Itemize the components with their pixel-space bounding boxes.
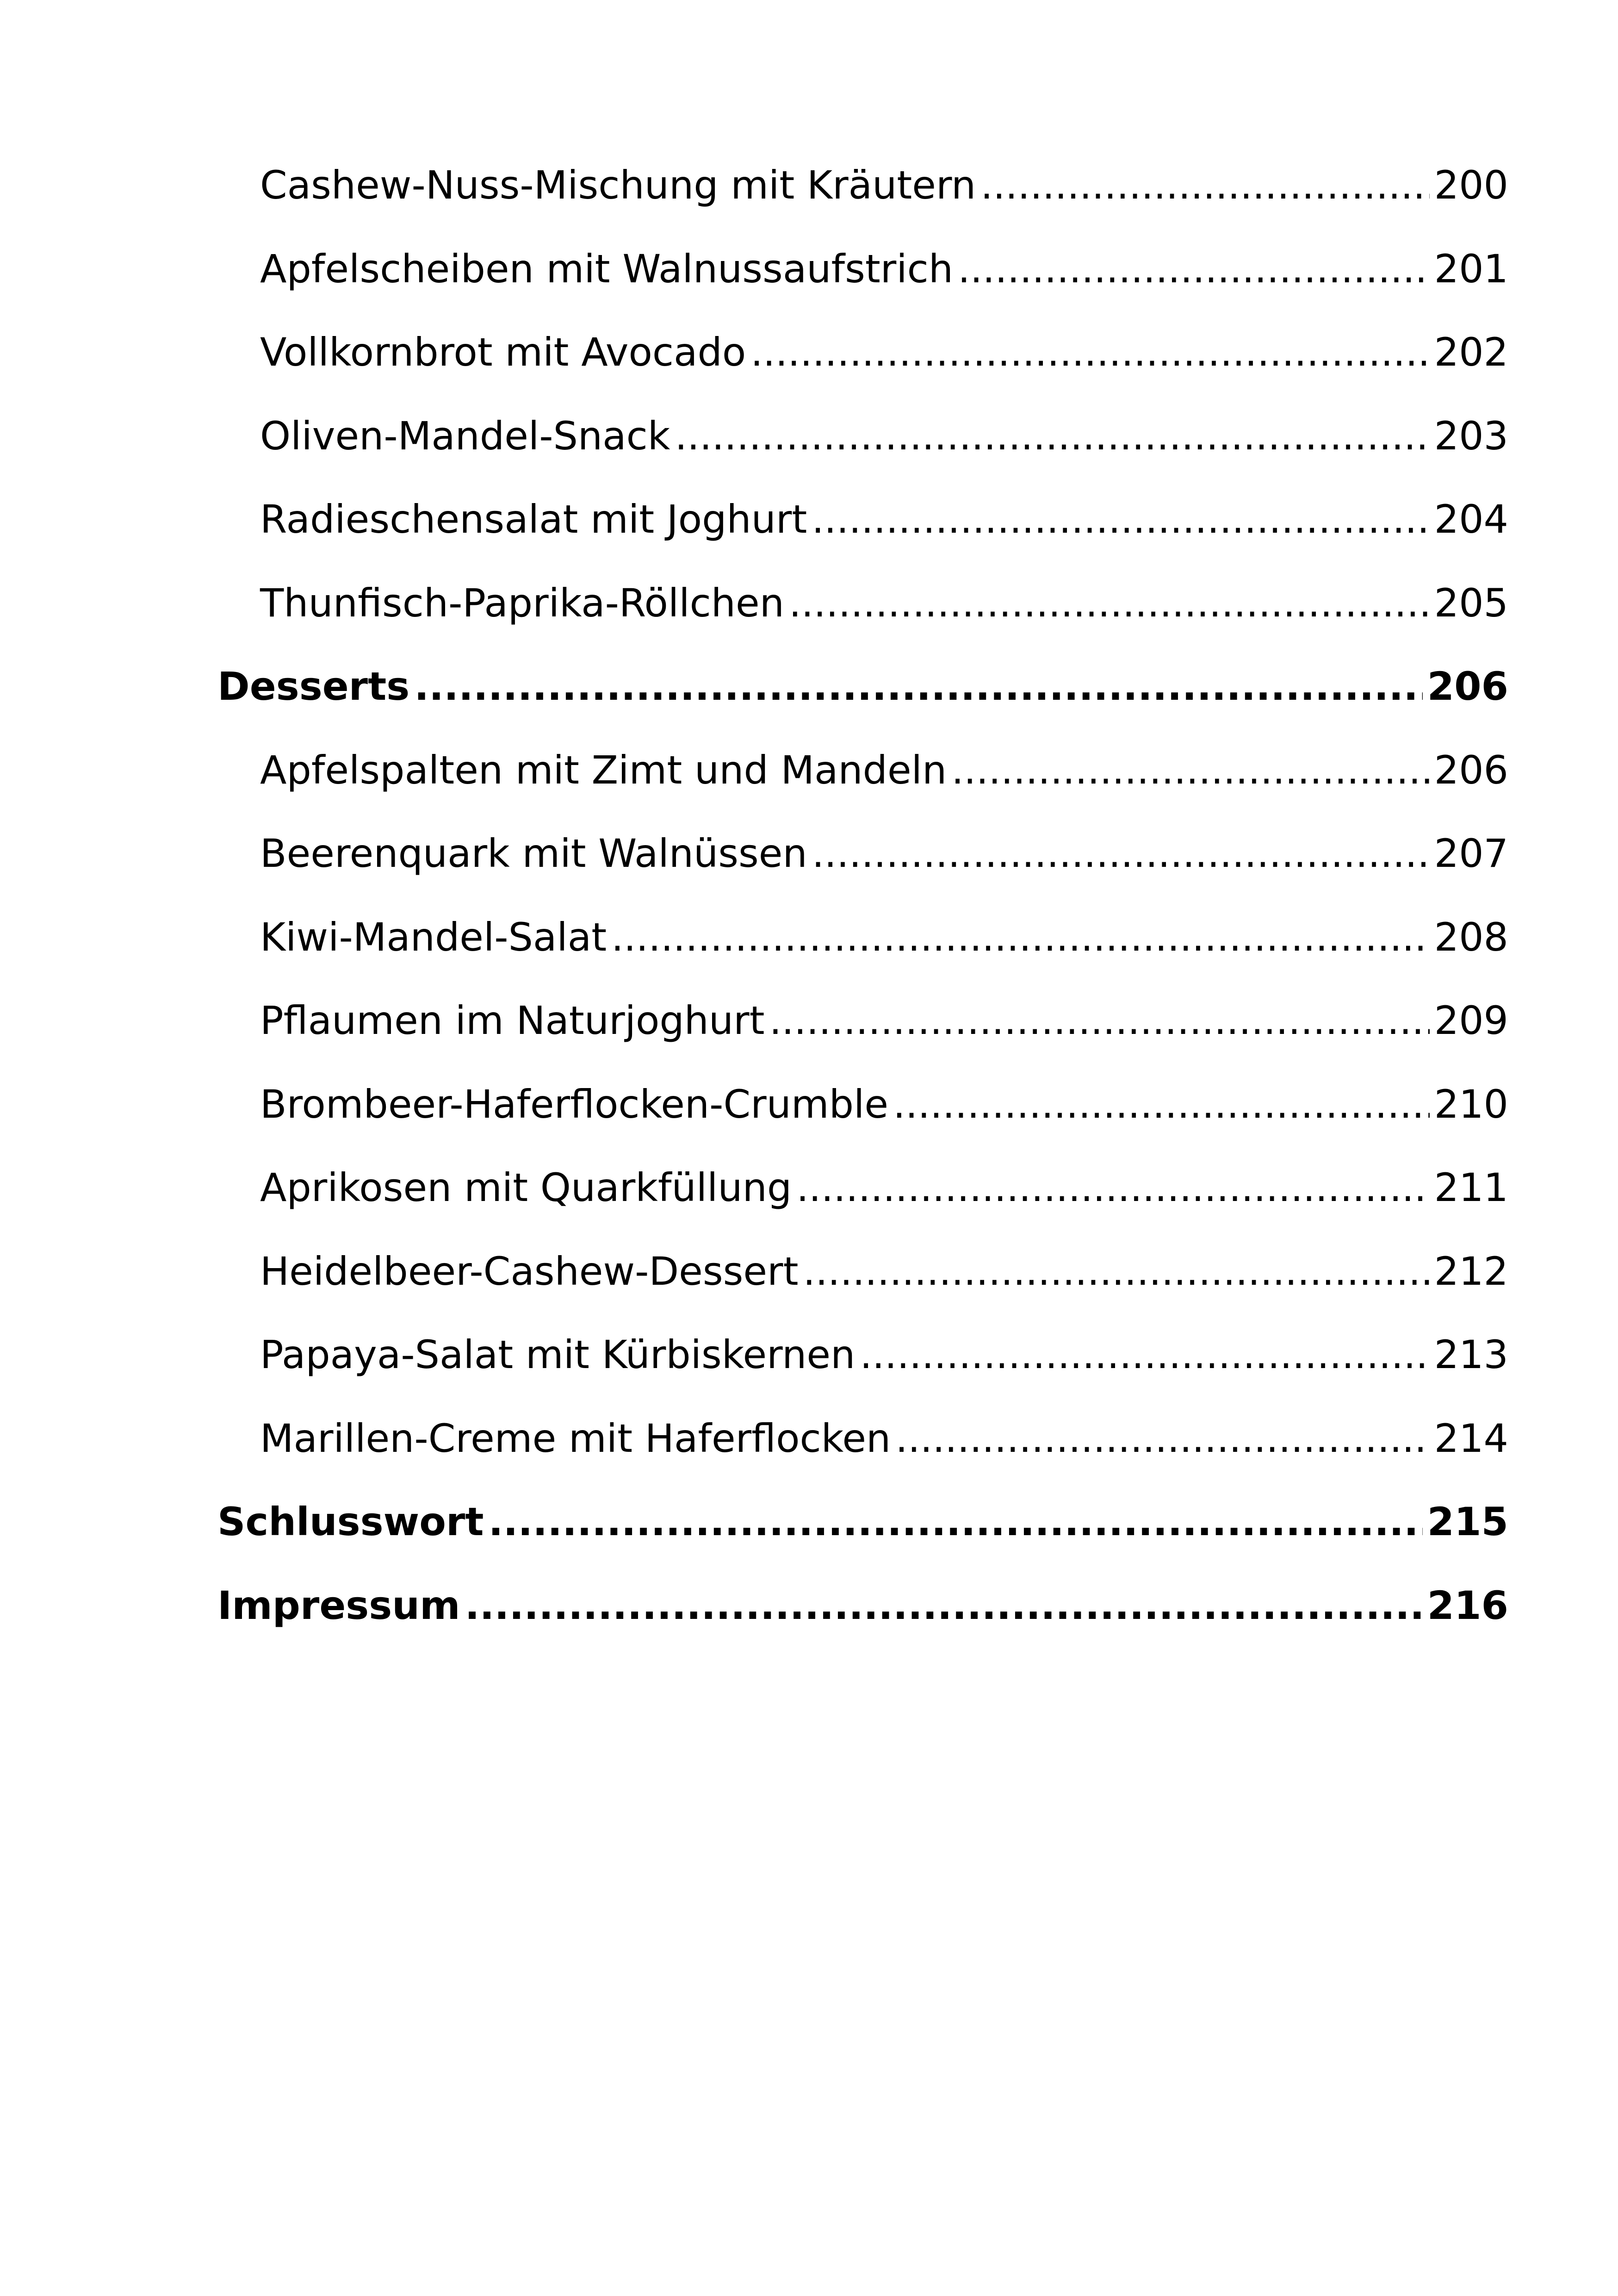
toc-entry-title: Brombeer-Haferflocken-Crumble <box>260 1081 889 1127</box>
toc-entry-page-number: 216 <box>1427 1582 1508 1628</box>
toc-entry-page-number: 212 <box>1434 1248 1508 1294</box>
toc-dot-leader <box>893 1063 1430 1146</box>
toc-entry-title: Marillen-Creme mit Haferflocken <box>260 1415 891 1461</box>
toc-entry[interactable] <box>217 394 1508 478</box>
toc-entry-title: Radieschensalat mit Joghurt <box>260 497 807 542</box>
toc-dot-leader <box>611 896 1430 979</box>
toc-entry-title: Apfelspalten mit Zimt und Mandeln <box>260 747 947 793</box>
toc-entry-page-number: 202 <box>1434 330 1508 375</box>
toc-entry[interactable] <box>217 1564 1508 1648</box>
toc-entry-page-number: 205 <box>1434 580 1508 626</box>
toc-entry-title: Heidelbeer-Cashew-Dessert <box>260 1248 799 1294</box>
toc-entry-page-number: 211 <box>1434 1165 1508 1210</box>
toc-entry[interactable] <box>217 645 1508 728</box>
toc-entry-page-number: 206 <box>1434 747 1508 793</box>
toc-dot-leader <box>675 394 1429 478</box>
toc-dot-leader <box>895 1397 1429 1480</box>
toc-entry-page-number: 204 <box>1434 497 1508 542</box>
toc-entry[interactable] <box>217 812 1508 896</box>
toc-dot-leader <box>789 561 1430 645</box>
toc-dot-leader <box>803 1230 1430 1313</box>
toc-entry[interactable] <box>217 896 1508 979</box>
toc-entry-title: Apfelscheiben mit Walnussaufstrich <box>260 246 954 292</box>
toc-entry[interactable] <box>217 1230 1508 1313</box>
toc-entry-page-number: 215 <box>1427 1499 1508 1544</box>
toc-dot-leader <box>796 1146 1429 1229</box>
toc-entry-page-number: 207 <box>1434 831 1508 876</box>
toc-entry[interactable] <box>217 561 1508 645</box>
toc-entry-title: Papaya-Salat mit Kürbiskernen <box>260 1332 855 1377</box>
toc-dot-leader <box>980 143 1429 227</box>
toc-entry-page-number: 203 <box>1434 413 1508 459</box>
toc-dot-leader <box>860 1313 1429 1396</box>
toc-entry[interactable] <box>217 1313 1508 1397</box>
toc-entry-page-number: 208 <box>1434 914 1508 960</box>
toc-dot-leader <box>414 645 1422 728</box>
toc-entry[interactable] <box>217 311 1508 394</box>
toc-entry-title: Desserts <box>217 664 410 709</box>
table-of-contents <box>217 143 1508 1647</box>
toc-entry[interactable] <box>217 1063 1508 1146</box>
toc-entry-title: Kiwi-Mandel-Salat <box>260 914 607 960</box>
toc-dot-leader <box>958 227 1430 311</box>
toc-entry-page-number: 206 <box>1427 664 1508 709</box>
toc-entry[interactable] <box>217 1146 1508 1230</box>
toc-entry-title: Cashew-Nuss-Mischung mit Kräutern <box>260 162 976 208</box>
toc-entry-page-number: 210 <box>1434 1081 1508 1127</box>
toc-entry-page-number: 213 <box>1434 1332 1508 1377</box>
toc-entry-page-number: 200 <box>1434 162 1508 208</box>
toc-entry[interactable] <box>217 1480 1508 1564</box>
toc-entry[interactable] <box>217 143 1508 227</box>
toc-entry-title: Aprikosen mit Quarkfüllung <box>260 1165 792 1210</box>
toc-entry[interactable] <box>217 979 1508 1063</box>
toc-dot-leader <box>951 728 1429 812</box>
toc-entry-title: Pflaumen im Naturjoghurt <box>260 998 765 1043</box>
toc-entry-page-number: 209 <box>1434 998 1508 1043</box>
toc-entry-title: Vollkornbrot mit Avocado <box>260 330 746 375</box>
toc-entry-title: Oliven-Mandel-Snack <box>260 413 670 459</box>
toc-entry[interactable] <box>217 1397 1508 1481</box>
toc-dot-leader <box>489 1480 1423 1563</box>
toc-dot-leader <box>465 1564 1423 1647</box>
toc-entry-title: Beerenquark mit Walnüssen <box>260 831 807 876</box>
toc-dot-leader <box>769 979 1430 1062</box>
toc-dot-leader <box>750 311 1429 394</box>
toc-entry[interactable] <box>217 227 1508 311</box>
toc-entry[interactable] <box>217 478 1508 561</box>
toc-entry-page-number: 201 <box>1434 246 1508 292</box>
toc-entry-title: Schlusswort <box>217 1499 484 1544</box>
toc-dot-leader <box>812 478 1429 561</box>
toc-entry-title: Thunfisch-Paprika-Röllchen <box>260 580 784 626</box>
toc-entry-title: Impressum <box>217 1582 460 1628</box>
toc-dot-leader <box>812 812 1430 895</box>
toc-entry-page-number: 214 <box>1434 1415 1508 1461</box>
toc-entry[interactable] <box>217 728 1508 812</box>
